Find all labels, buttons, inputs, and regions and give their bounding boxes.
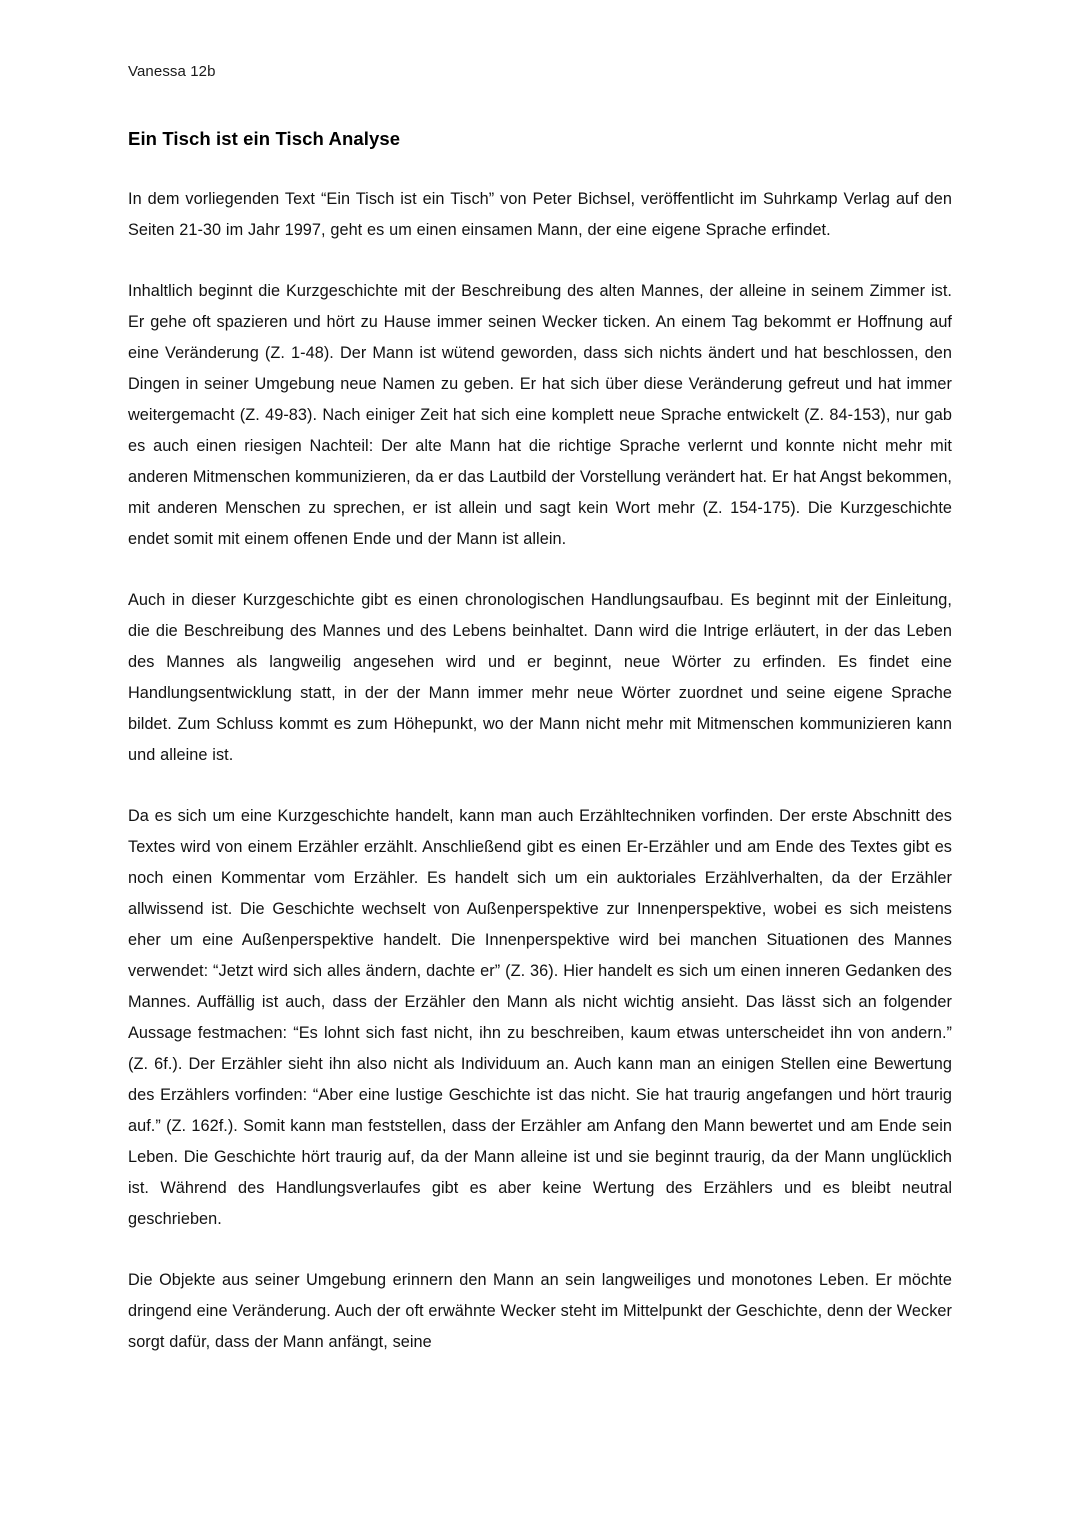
paragraph-narrative-techniques: Da es sich um eine Kurzgeschichte handelt, kann man auch Erzähltechniken vorfinden. Der erste Abschnitt des Textes wird von einem Erzähler erzählt. Anschließend gibt es einen Er-Erzähler und am Ende des Textes gibt es noch einen Kommentar vom Erzähler. Es handelt sich um ein auktoriales Erzählverhalten, da der Erzähler allwissend ist. Die Geschichte wechselt von Außenperspektive zur Innenperspektive, wobei es sich meistens eher um eine Außenperspektive handelt. Die Innenperspektive wird bei manchen Situationen des Mannes verwendet: “Jetzt wird sich alles ändern, dachte er” (Z. 36). Hier handelt es sich um einen inneren Gedanken des Mannes. Auffällig ist auch, dass der Erzähler den Mann als nicht wichtig ansieht. Das lässt sich an folgender Aussage festmachen: “Es lohnt sich fast nicht, ihn zu beschreiben, kaum etwas unterscheidet ihn von andern.” (Z. 6f.). Der Erzähler sieht ihn also nicht als Individuum an. Auch kann man an einigen Stellen eine Bewertung des Erzählers vorfinden: “Aber eine lustige Geschichte ist das nicht. Sie hat traurig angefangen und hört traurig auf.” (Z. 162f.). Somit kann man feststellen, dass der Erzähler am Anfang den Mann bewertet und am Ende sein Leben. Die Geschichte hört traurig auf, da der Mann alleine ist und sie beginnt traurig, da der Mann unglücklich ist. Während des Handlungsverlaufes gibt es aber keine Wertung des Erzählers und es bleibt neutral geschrieben. — [128, 807, 952, 1228]
paragraph-content-summary: Inhaltlich beginnt die Kurzgeschichte mit der Beschreibung des alten Mannes, der alleine in seinem Zimmer ist. Er gehe oft spazieren und hört zu Hause immer seinen Wecker ticken. An einem Tag bekommt er Hoffnung auf eine Veränderung (Z. 1-48). Der Mann ist wütend geworden, dass sich nichts ändert und hat beschlossen, den Dingen in seiner Umgebung neue Namen zu geben. Er hat sich über diese Veränderung gefreut und hat immer weitergemacht (Z. 49-83). Nach einiger Zeit hat sich eine komplett neue Sprache entwickelt (Z. 84-153), nur gab es auch einen riesigen Nachteil: Der alte Mann hat die richtige Sprache verlernt und konnte nicht mehr mit anderen Mitmenschen kommunizieren, da er das Lautbild der Vorstellung verändert hat. Er hat Angst bekommen, mit anderen Menschen zu sprechen, er ist allein und sagt kein Wort mehr (Z. 154-175). Die Kurzgeschichte endet somit mit einem offenen Ende und der Mann ist allein. — [128, 282, 952, 548]
paragraph-introduction: In dem vorliegenden Text “Ein Tisch ist ein Tisch” von Peter Bichsel, veröffentlicht im Suhrkamp Verlag auf den Seiten 21-30 im Jahr 1997, geht es um einen einsamen Mann, der eine eigene Sprache erfindet. — [128, 190, 952, 239]
paragraph-plot-structure: Auch in dieser Kurzgeschichte gibt es einen chronologischen Handlungsaufbau. Es beginnt mit der Einleitung, die die Beschreibung des Mannes und des Lebens beinhaltet. Dann wird die Intrige erläutert, in der das Leben des Mannes als langweilig angesehen wird und er beginnt, neue Wörter zu erfinden. Es findet eine Handlungsentwicklung statt, in der der Mann immer mehr neue Wörter zuordnet und seine eigene Sprache bildet. Zum Schluss kommt es zum Höhepunkt, wo der Mann nicht mehr mit Mitmenschen kommunizieren kann und alleine ist. — [128, 591, 952, 764]
student-name-header: Vanessa 12b — [128, 63, 216, 80]
document-content-column — [128, 0, 952, 1358]
page-title: Ein Tisch ist ein Tisch Analyse — [128, 128, 401, 149]
essay-body — [128, 184, 952, 1358]
paragraph-objects-symbolism: Die Objekte aus seiner Umgebung erinnern den Mann an sein langweiliges und monotones Leben. Er möchte dringend eine Veränderung. Auch der oft erwähnte Wecker steht im Mittelpunkt der Geschichte, denn der Wecker sorgt dafür, dass der Mann anfängt, seine — [128, 1271, 952, 1351]
